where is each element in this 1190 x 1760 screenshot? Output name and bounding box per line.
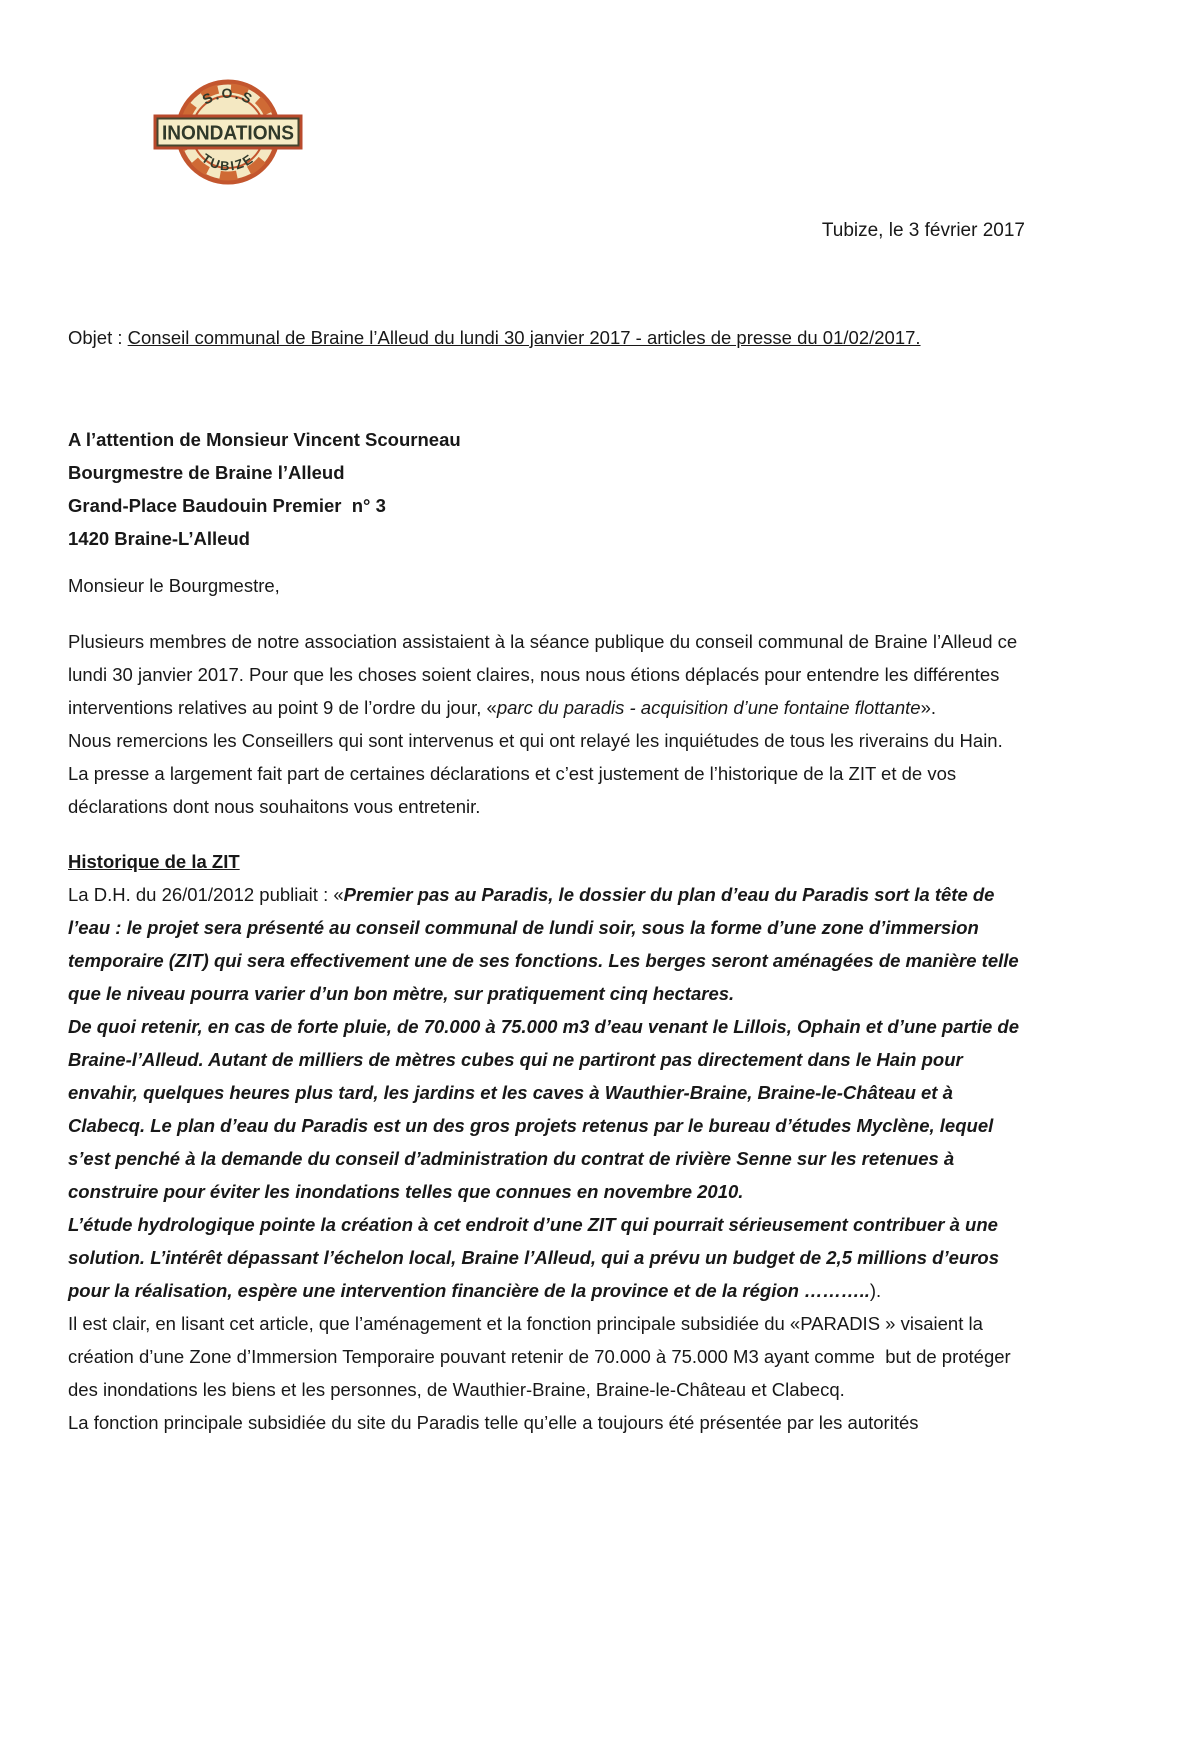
section-heading-historique-zit: Historique de la ZIT (68, 851, 240, 872)
paragraph-dh-article (68, 878, 1025, 1439)
dh-intro: La D.H. du 26/01/2012 publiait : « (68, 884, 344, 905)
recipient-line-title: Bourgmestre de Braine l’Alleud (68, 462, 345, 483)
subject-text: Conseil communal de Braine l’Alleud du lundi 30 janvier 2017 - articles de presse du 01/02/2017. (127, 327, 921, 348)
recipient-line-attention: A l’attention de Monsieur Vincent Scourneau (68, 429, 461, 450)
p1-closing: ». (920, 697, 937, 718)
paragraph-fonction-principale: La fonction principale subsidiée du site du Paradis telle qu’elle a toujours été présentée par les autorités (68, 1412, 919, 1433)
sos-inondations-tubize-logo (153, 76, 303, 191)
logo-bottom-text: TUBIZE (199, 150, 257, 174)
paragraph-il-est-clair: Il est clair, en lisant cet article, que l’aménagement et la fonction principale subsidiée du «PARADIS » visaient la création d’une Zone d’Immersion Temporaire pouvant retenir de 70.000 à 75.000 M3 ayant comme but de protéger des inondations les biens et les personnes, de Wauthier-Braine, Braine-le-Château et Clabecq. (68, 1313, 1011, 1400)
paragraph-presse: La presse a largement fait part de certaines déclarations et c’est justement de l’historique de la ZIT et de vos déclarations dont nous souhaitons vous entretenir. (68, 763, 957, 817)
dh-quote-part3: L’étude hydrologique pointe la création à cet endroit d’une ZIT qui pourrait sérieusement contribuer à une solution. L’intérêt dépassant l’échelon local, Braine l’Alleud, qui a prévu un budget de 2,5 millions d’euros pour la réalisation, espère une intervention financière de la province et de la région ……….. (68, 1214, 999, 1301)
p1-quoted-item: parc du paradis - acquisition d’une fontaine flottante (496, 697, 921, 718)
date-line: Tubize, le 3 février 2017 (821, 220, 1025, 241)
subject-label: Objet : (68, 327, 128, 348)
p1-text: Plusieurs membres de notre association assistaient à la séance publique du conseil communal de Braine l’Alleud ce lundi 30 janvier 2017. Pour que les choses soient claires, nous nous étions déplacés pour entendre les différentes interventions relatives au point 9 de l’ordre du jour, « (68, 631, 1018, 718)
paragraph-remerciements: Nous remercions les Conseillers qui sont intervenus et qui ont relayé les inquiétudes de tous les riverains du Hain. (68, 730, 1003, 751)
dh-quote-part1: Premier pas au Paradis, le dossier du plan d’eau du Paradis sort la tête de l’eau : le projet sera présenté au conseil communal de lundi soir, sous la forme d’une zone d’immersion temporaire (ZIT) qui sera effectivement une de ses fonctions. Les berges seront aménagées de manière telle que le niveau pourra varier d’un bon mètre, sur pratiquement cinq hectares. (68, 884, 1019, 1004)
paragraph-seance-publique (68, 625, 1025, 724)
logo-top-text: S.O.S (199, 85, 257, 108)
recipient-line-city: 1420 Braine-L’Alleud (68, 528, 250, 549)
recipient-line-street: Grand-Place Baudouin Premier n° 3 (68, 495, 386, 516)
subject-line (68, 324, 1025, 351)
recipient-block (68, 423, 1025, 555)
dh-outro: ). (869, 1280, 882, 1301)
letter-page (0, 76, 1190, 1439)
salutation: Monsieur le Bourgmestre, (68, 575, 280, 596)
logo-banner (155, 116, 301, 148)
logo-banner-text: INONDATIONS (162, 122, 294, 145)
lifebuoy-badge-icon (153, 76, 303, 191)
dh-quote-part2: De quoi retenir, en cas de forte pluie, de 70.000 à 75.000 m3 d’eau venant le Lillois, Ophain et d’une partie de Braine-l’Alleud. Autant de milliers de mètres cubes qui ne partiront pas directement dans le Hain pour envahir, quelques heures plus tard, les jardins et les caves à Wauthier-Braine, Braine-le-Château et à Clabecq. Le plan d’eau du Paradis est un des gros projets retenus par le bureau d’études Myclène, lequel s’est penché à la demande du conseil d’administration du contrat de rivière Senne sur les retenues à construire pour éviter les inondations telles que connues en novembre 2010. (68, 1016, 1020, 1202)
